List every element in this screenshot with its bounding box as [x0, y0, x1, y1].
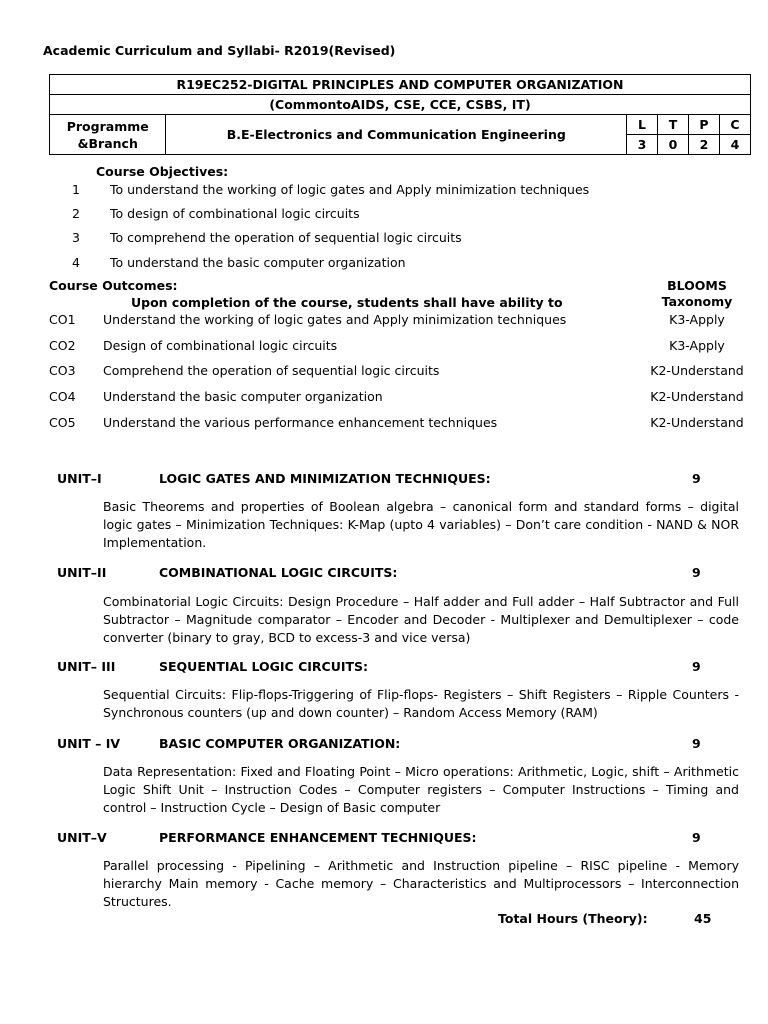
outcome-text: Understand the various performance enhancement techniques: [103, 415, 498, 430]
ltpc-header-t: T: [658, 115, 689, 135]
outcome-level: K3-Apply: [669, 338, 725, 353]
unit-title: LOGIC GATES AND MINIMIZATION TECHNIQUES:: [159, 471, 491, 486]
unit-title: SEQUENTIAL LOGIC CIRCUITS:: [159, 659, 369, 674]
outcome-text: Understand the working of logic gates and Apply minimization techniques: [103, 312, 567, 327]
outcome-level: K2-Understand: [650, 363, 744, 378]
outcome-text: Design of combinational logic circuits: [103, 338, 338, 353]
ltpc-header-p: P: [689, 115, 720, 135]
outcome-code: CO1: [49, 312, 76, 327]
unit-hours: 9: [692, 565, 701, 580]
taxonomy-heading: Taxonomy: [661, 294, 733, 309]
outcome-code: CO2: [49, 338, 76, 353]
unit-label: UNIT– III: [57, 659, 116, 674]
course-header-table: [49, 74, 751, 155]
ltpc-value-l: 3: [627, 135, 658, 155]
objective-number: 2: [72, 206, 80, 221]
total-hours-value: 45: [694, 911, 712, 926]
objective-number: 4: [72, 255, 80, 270]
objective-text: To understand the working of logic gates and Apply minimization techniques: [110, 182, 590, 197]
programme-name: B.E-Electronics and Communication Engineering: [166, 115, 627, 155]
ltpc-value-t: 0: [658, 135, 689, 155]
outcome-code: CO5: [49, 415, 76, 430]
outcome-code: CO4: [49, 389, 76, 404]
unit-title: BASIC COMPUTER ORGANIZATION:: [159, 736, 401, 751]
blooms-heading: BLOOMS: [667, 278, 727, 293]
unit-label: UNIT–I: [57, 471, 102, 486]
unit-label: UNIT–V: [57, 830, 107, 845]
objective-text: To comprehend the operation of sequential logic circuits: [110, 230, 462, 245]
total-hours-label: Total Hours (Theory):: [498, 911, 648, 926]
ltpc-header-c: C: [719, 115, 750, 135]
ltpc-value-c: 4: [719, 135, 750, 155]
outcomes-heading: Course Outcomes:: [49, 278, 178, 293]
outcome-level: K2-Understand: [650, 389, 744, 404]
outcome-code: CO3: [49, 363, 76, 378]
unit-hours: 9: [692, 659, 701, 674]
outcome-level: K2-Understand: [650, 415, 744, 430]
outcome-text: Comprehend the operation of sequential logic circuits: [103, 363, 440, 378]
objective-text: To design of combinational logic circuits: [110, 206, 360, 221]
course-code-title: R19EC252-DIGITAL PRINCIPLES AND COMPUTER ORGANIZATION: [50, 75, 751, 95]
unit-hours: 9: [692, 830, 701, 845]
unit-label: UNIT – IV: [57, 736, 121, 751]
unit-hours: 9: [692, 471, 701, 486]
unit-label: UNIT–II: [57, 565, 107, 580]
unit-content: Data Representation: Fixed and Floating Point – Micro operations: Arithmetic, Logic, shift – Arithmetic Logic Shift Unit – Instruction Codes – Computer registers – Computer Instructions – Timing and control – Instruction Cycle – Design of Basic computer: [103, 764, 739, 815]
unit-title: COMBINATIONAL LOGIC CIRCUITS:: [159, 565, 398, 580]
outcome-text: Understand the basic computer organization: [103, 389, 383, 404]
unit-content: Combinatorial Logic Circuits: Design Procedure – Half adder and Full adder – Half Subtractor and Full Subtractor – Magnitude comparator – Encoder and Decoder - Multiplexer and Demultiplexer – code converter (binary to gray, BCD to excess-3 and vice versa): [103, 594, 739, 645]
unit-title: PERFORMANCE ENHANCEMENT TECHNIQUES:: [159, 830, 477, 845]
unit-hours: 9: [692, 736, 701, 751]
document-title: Academic Curriculum and Syllabi- R2019(Revised): [43, 43, 396, 58]
unit-content: Basic Theorems and properties of Boolean algebra – canonical form and standard forms – digital logic gates – Minimization Techniques: K-Map (upto 4 variables) – Don’t care condition - NAND & NOR Implementation.: [103, 499, 739, 550]
ltpc-value-p: 2: [689, 135, 720, 155]
objectives-heading: Course Objectives:: [96, 164, 229, 179]
course-common-to: (CommontoAIDS, CSE, CCE, CSBS, IT): [50, 95, 751, 115]
outcome-level: K3-Apply: [669, 312, 725, 327]
ltpc-header-l: L: [627, 115, 658, 135]
programme-branch-label: [50, 115, 166, 155]
objective-number: 3: [72, 230, 80, 245]
branch-label: &Branch: [77, 135, 138, 151]
objective-text: To understand the basic computer organization: [110, 255, 406, 270]
objective-number: 1: [72, 182, 80, 197]
unit-content: Sequential Circuits: Flip-flops-Triggering of Flip-flops- Registers – Shift Registers – Ripple Counters -Synchronous counters (up and down counter) – Random Access Memory (RAM): [103, 687, 739, 720]
unit-content: Parallel processing - Pipelining – Arithmetic and Instruction pipeline – RISC pipeline - Memory hierarchy Main memory - Cache memory – Characteristics and Multiprocessors – Interconnection Structures.: [103, 858, 739, 909]
outcomes-subheading: Upon completion of the course, students shall have ability to: [131, 295, 563, 310]
programme-label: Programme: [66, 118, 149, 134]
